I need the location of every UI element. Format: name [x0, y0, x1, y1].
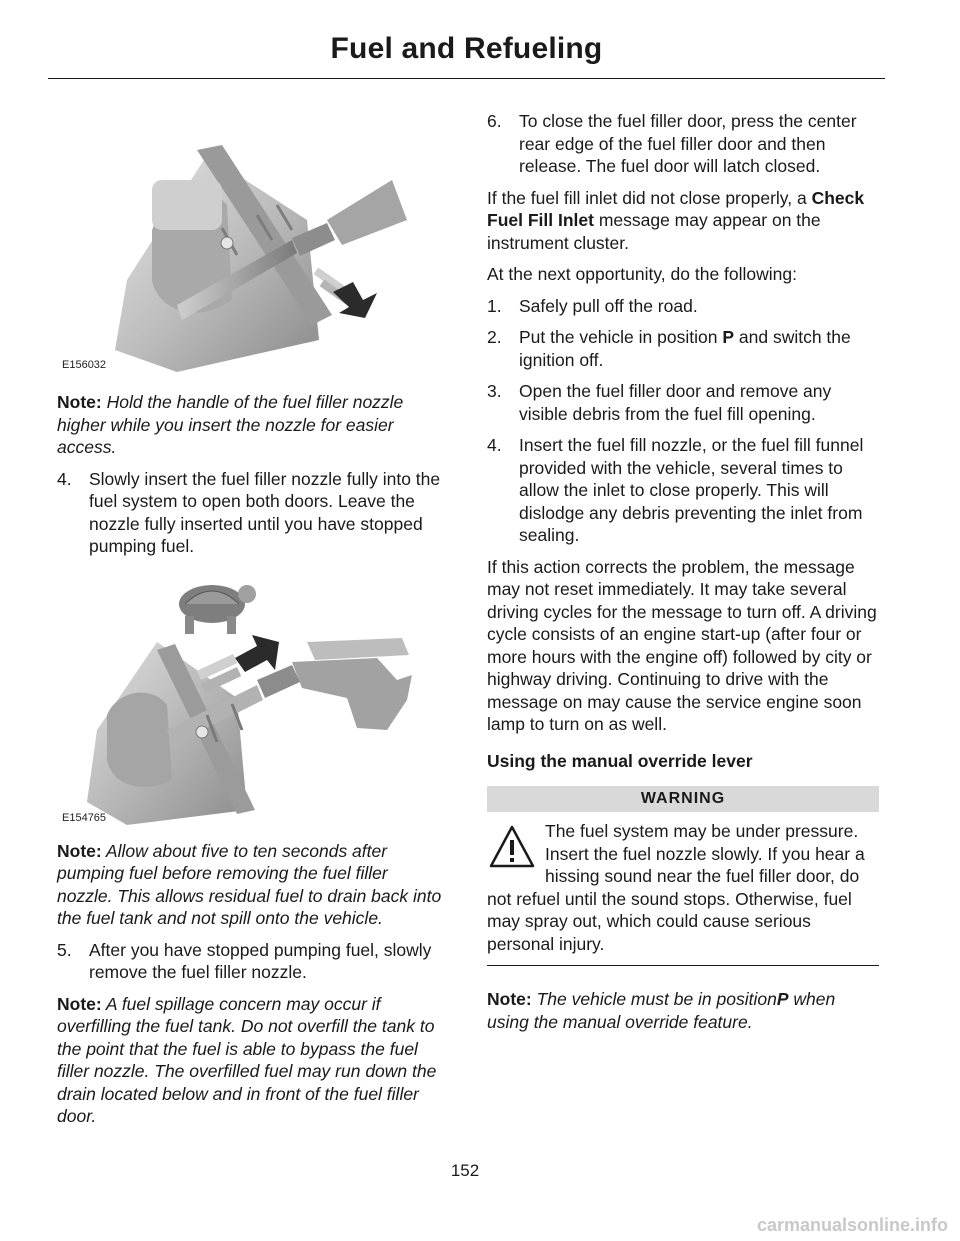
list-step-1: 1. Safely pull off the road.	[487, 295, 698, 316]
warning-title-bar: WARNING	[487, 786, 879, 812]
note-fuel-spillage: Note: A fuel spillage concern may occur if overfilling the fuel tank. Do not overfill the tank to the point that the fuel is able to bypass the fuel filler nozzle. The overfilled fuel may run down the drain located below and in front of the fuel filler door.	[57, 993, 437, 1126]
driving-cycle-paragraph: If this action corrects the problem, the message may not reset immediately. It may take several driving cycles for the message to turn off. A driving cycle consists of an engine start-up (after four or more hours with the engine off) followed by city or highway driving. Continuing to drive with the message on may cause the service engine soon lamp to turn on as well.	[487, 556, 877, 734]
list-step-3: 3. Open the fuel filler door and remove any visible debris from the fuel fill opening.	[487, 381, 832, 424]
page-title: Fuel and Refueling	[330, 32, 603, 65]
fill-inlet-paragraph: If the fuel fill inlet did not close properly, a Check Fuel Fill Inlet message may appear on the instrument cluster.	[487, 187, 865, 253]
page-number: 152	[450, 1161, 480, 1180]
fuel-nozzle-remove-illustration	[57, 580, 447, 828]
warning-text: The fuel system may be under pressure. Insert the fuel nozzle slowly. If you hear a hissing sound near the fuel filler door, do not refuel until the sound stops. Otherwise, fuel may spray out, which could cause serious personal injury.	[487, 821, 865, 954]
fuel-nozzle-insert-illustration	[57, 110, 447, 375]
warning-triangle-icon	[487, 822, 537, 872]
list-step-2: 2. Put the vehicle in position P and switch the ignition off.	[487, 327, 851, 370]
note-allow-time: Note: Allow about five to ten seconds after pumping fuel before removing the fuel filler nozzle. This allows residual fuel to drain back into the fuel tank and not spill onto the vehicle.	[57, 840, 442, 928]
fuel-nozzle-insert-image	[57, 110, 447, 375]
list-step-4: 4. Insert the fuel fill nozzle, or the fuel fill funnel provided with the vehicle, several times to allow the inlet to close properly. This will dislodge any debris preventing the inlet from sealing.	[487, 435, 864, 545]
page-header	[48, 28, 885, 79]
next-opportunity-paragraph: At the next opportunity, do the following:	[487, 264, 798, 284]
fuel-nozzle-remove-image	[57, 580, 447, 828]
right-column	[487, 110, 879, 1033]
figure-label: E156032	[62, 359, 107, 371]
step-5: 5. After you have stopped pumping fuel, slowly remove the fuel filler nozzle.	[57, 939, 432, 982]
figure-label: E154765	[62, 811, 107, 824]
step-6: 6. To close the fuel filler door, press the center rear edge of the fuel filler door and then release. The fuel door will latch closed.	[487, 111, 857, 176]
note-manual-override: Note: The vehicle must be in positionP when using the manual override feature.	[487, 989, 836, 1032]
watermark-text: carmanualsonline.info	[756, 1215, 948, 1235]
warning-body	[487, 820, 879, 955]
note-hold-handle: Note: Hold the handle of the fuel filler nozzle higher while you insert the nozzle for easier access.	[57, 392, 404, 457]
left-column	[57, 110, 447, 1128]
step-4-left: 4. Slowly insert the fuel filler nozzle fully into the fuel system to open both doors. Leave the nozzle fully inserted until you have stopped pumping fuel.	[57, 468, 441, 556]
section-heading: Using the manual override lever	[487, 750, 753, 771]
